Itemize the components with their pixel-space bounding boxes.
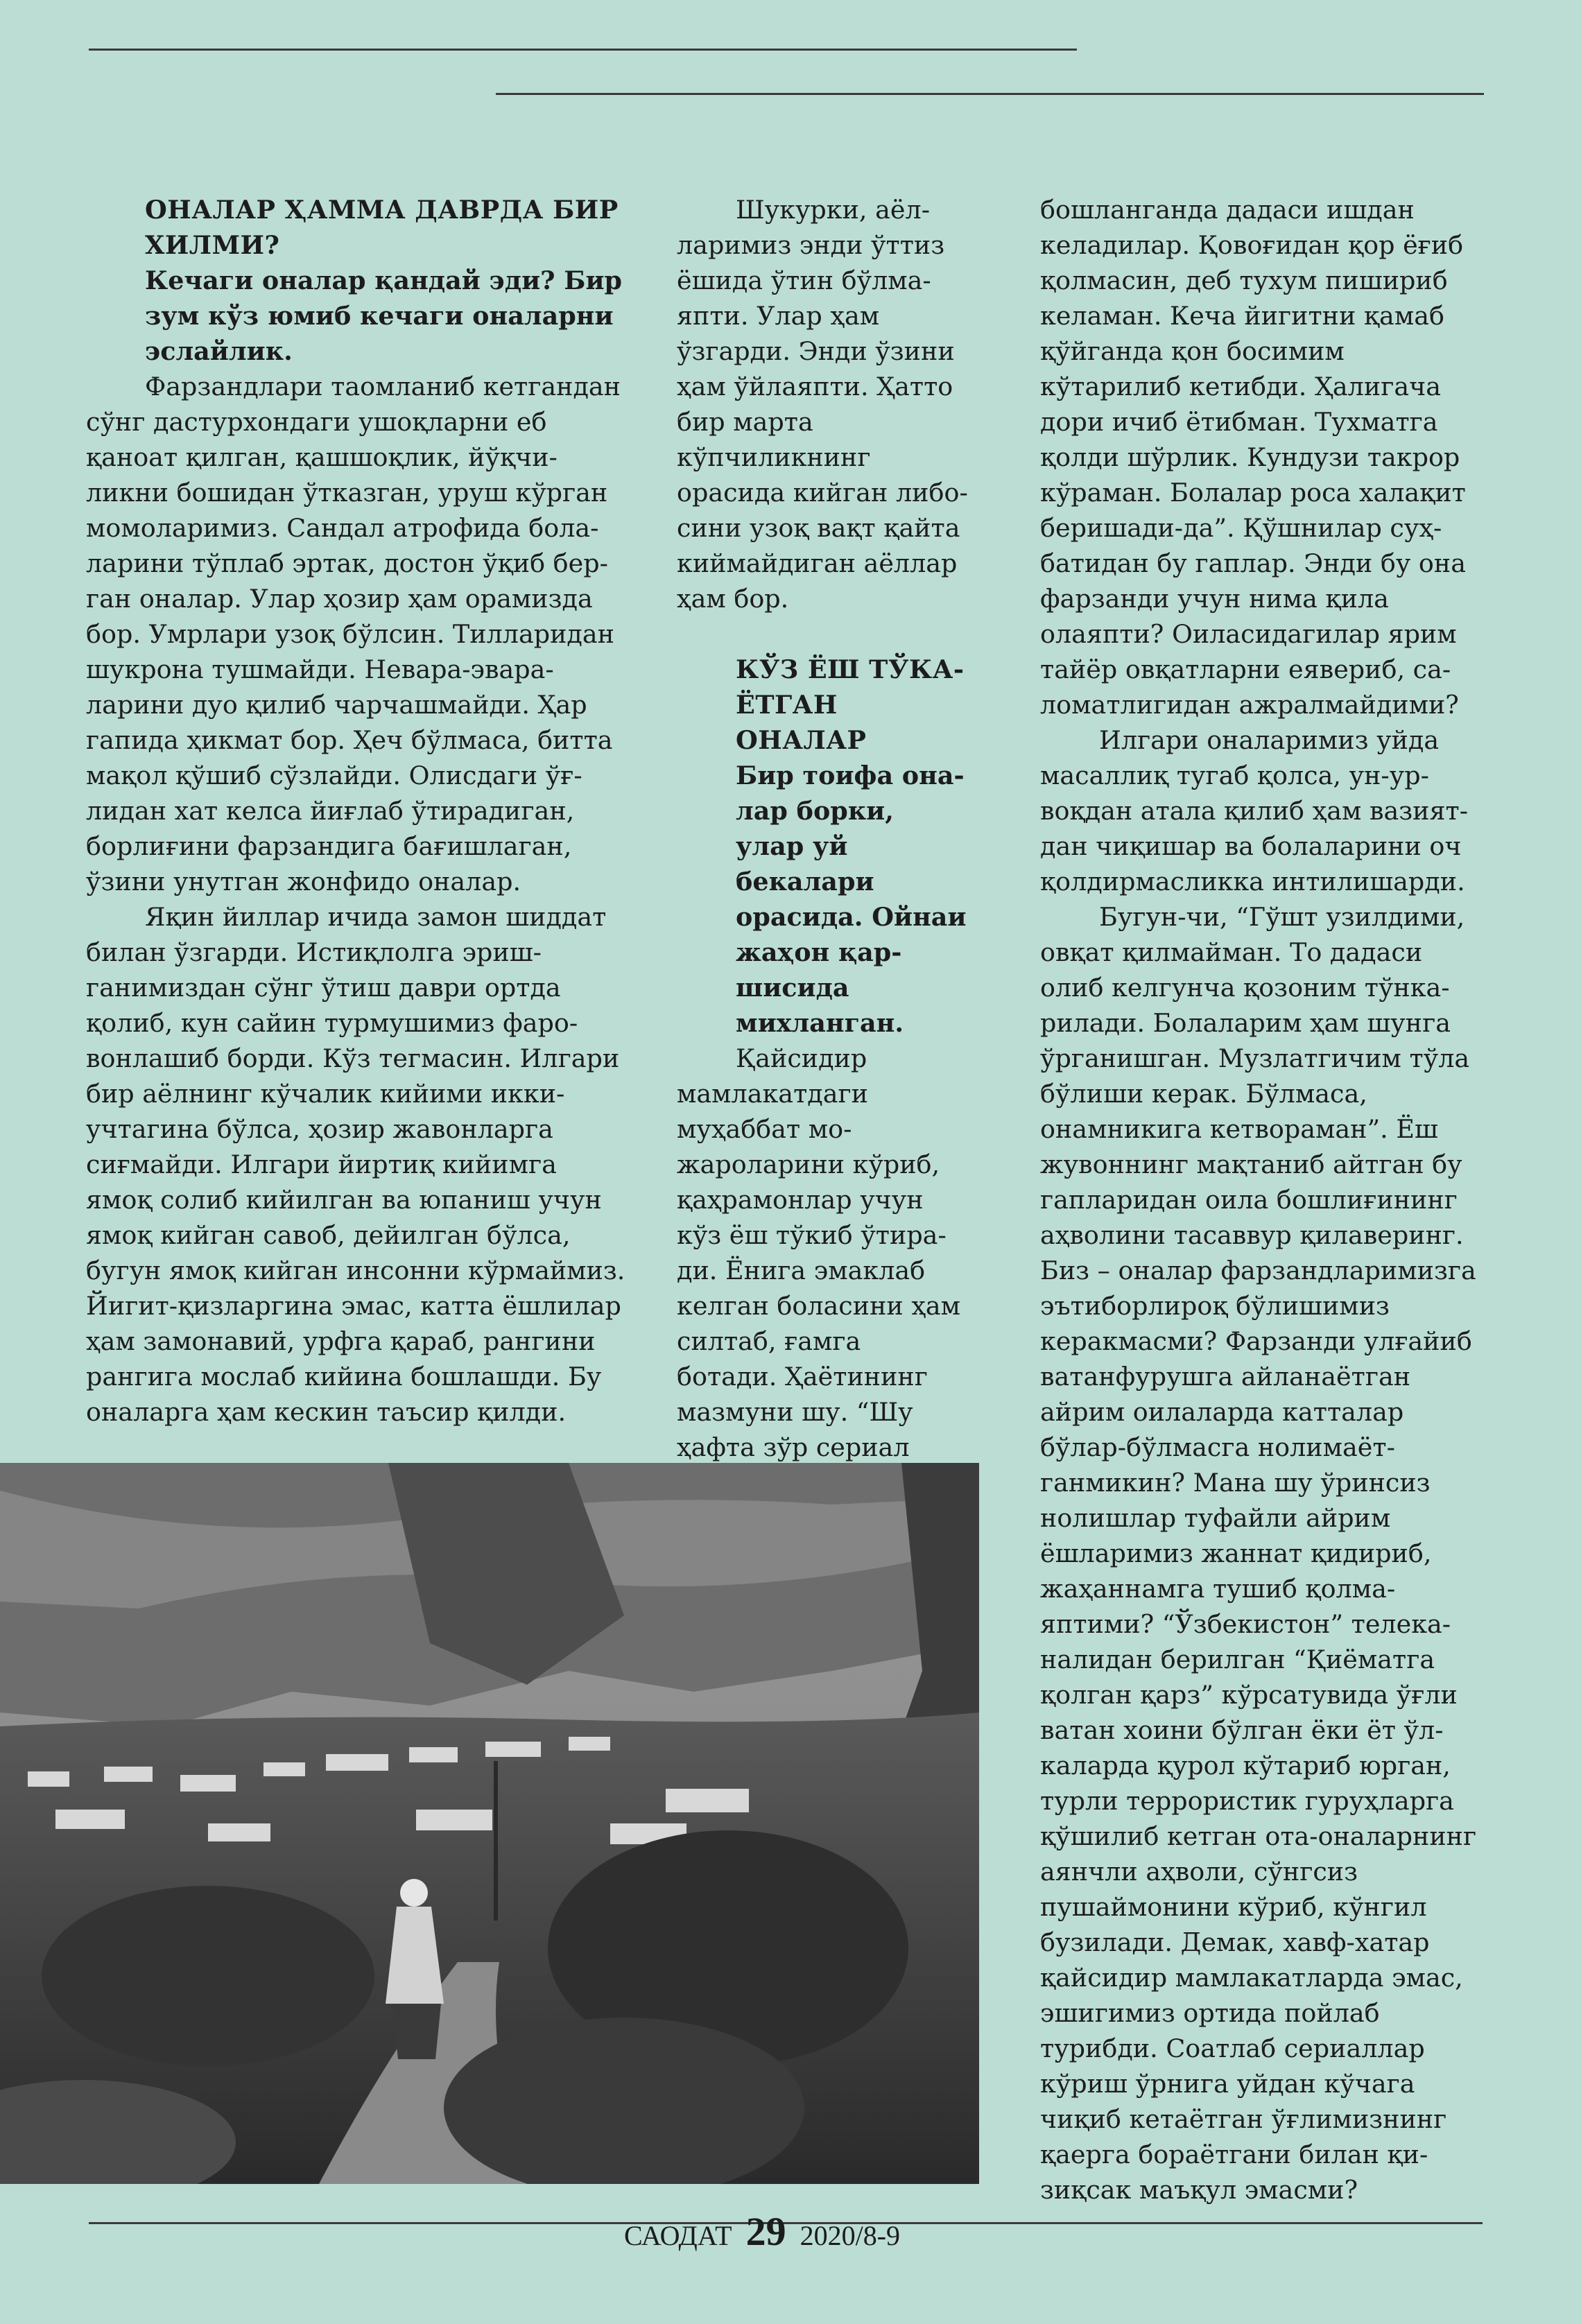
village-photo bbox=[0, 1463, 979, 2184]
paragraph: Бугун-чи, “Гўшт узилдими, овқат қилмайман. То дадаси олиб келгунча қозоним тўнкарилади. Болаларим ҳам шунга ўрганишган. Музлатгичим тўла бўлиши керак. Бўлмаса, онамникига кетвораман”. Ёш жувоннинг мақтаниб айтган бу гапларидан оила бошлиғининг аҳволини тасаввур қилаверинг. Биз – оналар фарзандларимизга эътиборлироқ бўлишимиз керакмасми? Фарзанди улғайиб ватанфурушга айланаётган айрим оилаларда катталар бўлар-бўлмасга нолимаётганмикин? Мана шу ўринсиз нолишлар туфайли айрим ёшларимиз жаннат қидириб, жаҳаннамга тушиб қолмаяптими? “Ўзбекистон” телеканалидан берилган “Қиёматга қолган қарз” кўрсатувида ўғли ватан хоини бўлган ёки ёт ўлкаларда қурол кўтариб юрган, турли террористик гуруҳларга қўшилиб кетган ота-оналарнинг аянчли аҳволи, сўнгсиз пушаймонини кўриб, кўнгил бузилади. Демак, хавф-хатар қайсидир мамлакатларда эмас, эшигимиз ортида пойлаб турибди. Соатлаб сериаллар кўриш ўрнига уйдан кўчага чиқиб кетаётган ўғлимизнинг қаерга бораётгани билан қизиқсак маъқул эмасми? bbox=[1040, 902, 1477, 2205]
paragraph: Қайсидир мамлакатдаги муҳаббат можароларини кўриб, қаҳрамонлар учун кўз ёш тўкиб ўтиради. Ёнига эмаклаб келган боласини ҳам силтаб, ғамга ботади. Ҳаётининг мазмуни шу. “Шу ҳафта зўр сериал bbox=[677, 1043, 961, 1462]
top-rule-lower bbox=[496, 93, 1484, 95]
section-heading-1: ОНАЛАР ҲАММА ДАВРДА БИР ХИЛМИ? bbox=[145, 195, 619, 260]
top-rule-upper bbox=[89, 49, 1077, 51]
paragraph: Илгари оналаримиз уйда масаллиқ тугаб қолса, ун-урвоқдан атала қилиб ҳам вазиятдан чиқишар ва болаларини оч қолдирмасликка интилишарди. bbox=[1040, 725, 1469, 896]
page-number: 29 bbox=[745, 2209, 786, 2254]
paragraph: Фарзандлари таомланиб кетгандан сўнг дастурхондаги ушоқларни еб қаноат қилган, қашшоқлик, йўқчиликни бошидан ўтказган, уруш кўрган момоларимиз. Сандал атрофида болаларини тўплаб эртак, достон ўқиб берган оналар. Улар ҳозир ҳам орамизда бор. Умрлари узоқ бўлсин. Тилларидан шукрона тушмайди. Невара-эвараларини дуо қилиб чарчашмайди. Ҳар гапида ҳикмат бор. Ҳеч бўлмаса, битта мақол қўшиб сўзлайди. Олисдаги ўғлидан хат келса йиғлаб ўтирадиган, борлиғини фарзандига бағишлаган, ўзини унутган жонфидо оналар. bbox=[86, 372, 621, 896]
section-heading-2: КЎЗ ЁШ ТЎКАЁТГАН ОНАЛАР bbox=[736, 654, 965, 755]
paragraph: бошланганда дадаси ишдан келадилар. Қовоғидан қор ёғиб қолмасин, деб тухум пишириб келаман. Кеча йигитни қамаб қўйганда қон босимим кўтарилиб кетибди. Ҳалигача дори ичиб ётибман. Тухматга қолди шўрлик. Кундузи такрор кўраман. Болалар роса халақит беришади-да”. Қўшнилар суҳбатидан бу гаплар. Энди бу она фарзанди учун нима қила олаяпти? Оиласидагилар ярим тайёр овқатларни еявериб, саломатлигидан ажралмайдими? bbox=[1040, 195, 1466, 720]
paragraph: Шукурки, аёлларимиз энди ўттиз ёшида ўтин бўлмаяпти. Улар ҳам ўзгарди. Энди ўзини ҳам ўйлаяпти. Ҳатто бир марта кўпчиликнинг орасида кийган либосини узоқ вақт қайта киймайдиган аёллар ҳам бор. bbox=[677, 195, 968, 614]
magazine-name: САОДАТ bbox=[624, 2220, 732, 2251]
paragraph: Яқин йиллар ичида замон шиддат билан ўзгарди. Истиқлолга эришганимиздан сўнг ўтиш даври ортда қолиб, кун сайин турмушимиз фаровонлашиб борди. Кўз тегмасин. Илгари бир аёлнинг кўчалик кийими икки-учтагина бўлса, ҳозир жавонларга сиғмайди. Илгари йиртиқ кийимга ямоқ солиб кийилган ва юпаниш учун ямоқ кийган савоб, дейилган бўлса, бугун ямоқ кийган инсонни кўрмаймиз. Йигит-қизларгина эмас, катта ёшлилар ҳам замонавий, урфга қараб, рангини рангига мослаб кийина бошлашди. Бу оналарга ҳам кескин таъсир қилди. bbox=[86, 902, 625, 1427]
column-3 bbox=[1040, 192, 1484, 2208]
section-lead-2: Бир тоифа оналар борки, улар уй бекалари орасида. Ойнаи жаҳон қаршисида михланган. bbox=[736, 761, 967, 1038]
column-1 bbox=[86, 192, 627, 1430]
photo-image bbox=[0, 1463, 979, 2184]
section-lead-1: Кечаги оналар қандай эди? Бир зум кўз юмиб кечаги оналарни эслайлик. bbox=[145, 266, 623, 366]
issue-number: 2020/8-9 bbox=[800, 2220, 901, 2251]
page-footer bbox=[624, 2208, 1040, 2255]
